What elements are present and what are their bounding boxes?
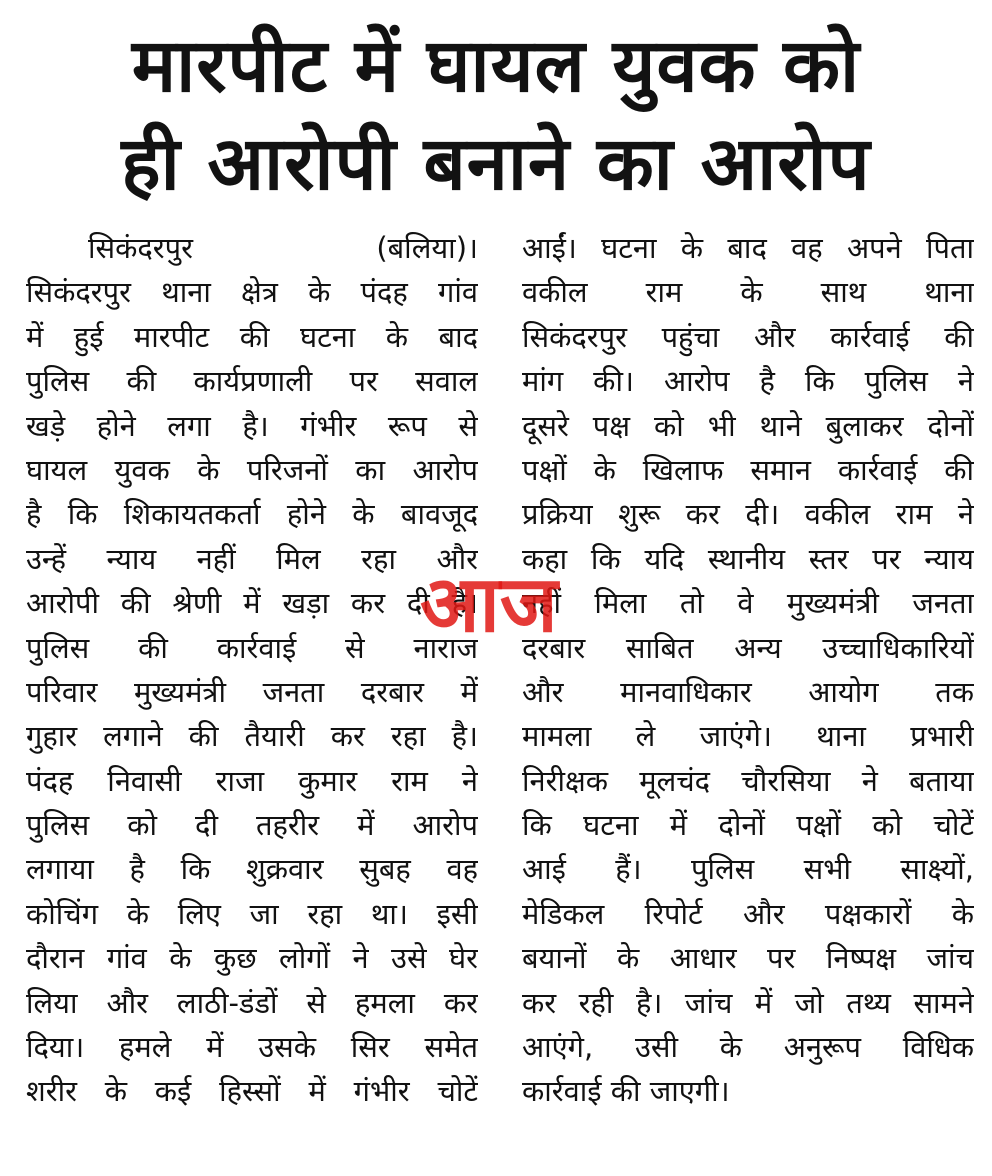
body-line: और मानवाधिकार आयोग तक xyxy=(522,674,974,709)
dateline xyxy=(26,226,478,270)
body-line: पुलिस की कार्यप्रणाली पर सवाल xyxy=(26,364,478,399)
body-line: आई हैं। पुलिस सभी साक्ष्यों, xyxy=(522,852,974,887)
body-line: पंदह निवासी राजा कुमार राम ने xyxy=(26,763,478,798)
body-line: पक्षों के खिलाफ समान कार्रवाई की xyxy=(522,452,974,487)
body-line: कोचिंग के लिए जा रहा था। इसी xyxy=(26,896,478,931)
body-line: आरोपी की श्रेणी में खड़ा कर दी है। xyxy=(26,586,478,621)
body-line: है कि शिकायतकर्ता होने के बावजूद xyxy=(26,497,478,532)
body-line: गुहार लगाने की तैयारी कर रहा है। xyxy=(26,719,478,754)
body-line: कार्रवाई की जाएगी। xyxy=(522,1074,730,1109)
body-line: मामला ले जाएंगे। थाना प्रभारी xyxy=(522,719,974,754)
body-line: में हुई मारपीट की घटना के बाद xyxy=(26,319,478,354)
body-line: सिकंदरपुर थाना क्षेत्र के पंदह गांव xyxy=(26,275,478,310)
body-line: कि घटना में दोनों पक्षों को चोटें xyxy=(522,808,974,843)
body-line: उन्हें न्याय नहीं मिल रहा और xyxy=(26,541,478,576)
body-line: लगाया है कि शुक्रवार सुबह वह xyxy=(26,852,478,887)
dateline-place: सिकंदरपुर xyxy=(88,231,193,265)
body-line: निरीक्षक मूलचंद चौरसिया ने बताया xyxy=(522,763,974,798)
body-line: दौरान गांव के कुछ लोगों ने उसे घेर xyxy=(26,941,478,976)
body-line: घायल युवक के परिजनों का आरोप xyxy=(26,452,478,487)
body-line: पुलिस की कार्रवाई से नाराज xyxy=(26,630,478,665)
body-line: प्रक्रिया शुरू कर दी। वकील राम ने xyxy=(522,497,974,532)
body-line: कहा कि यदि स्थानीय स्तर पर न्याय xyxy=(522,541,974,576)
body-line: दूसरे पक्ष को भी थाने बुलाकर दोनों xyxy=(522,408,974,443)
body-line: आएंगे, उसी के अनुरूप विधिक xyxy=(522,1030,974,1065)
body-line: आईं। घटना के बाद वह अपने पिता xyxy=(522,231,974,265)
newspaper-watermark: आज xyxy=(420,560,558,650)
body-line: पुलिस को दी तहरीर में आरोप xyxy=(26,808,478,843)
headline-line-2: ही आरोपी बनाने का आरोप xyxy=(121,121,871,207)
body-line: नहीं मिला तो वे मुख्यमंत्री जनता xyxy=(522,586,974,621)
body-line: बयानों के आधार पर निष्पक्ष जांच xyxy=(522,941,974,976)
body-line: शरीर के कई हिस्सों में गंभीर चोटें xyxy=(26,1074,478,1109)
body-line: वकील राम के साथ थाना xyxy=(522,275,974,310)
body-line: सिकंदरपुर पहुंचा और कार्रवाई की xyxy=(522,319,974,354)
body-line: दिया। हमले में उसके सिर समेत xyxy=(26,1030,478,1065)
body-line: परिवार मुख्यमंत्री जनता दरबार में xyxy=(26,674,478,709)
dateline-district: (बलिया)। xyxy=(376,231,478,265)
body-line: मांग की। आरोप है कि पुलिस ने xyxy=(522,364,974,399)
body-line: दरबार साबित अन्य उच्चाधिकारियों xyxy=(522,630,974,665)
headline-line-1: मारपीट में घायल युवक को xyxy=(131,23,861,109)
article-column-left xyxy=(26,226,478,1114)
body-line: कर रही है। जांच में जो तथ्य सामने xyxy=(522,985,974,1020)
body-line: खड़े होने लगा है। गंभीर रूप से xyxy=(26,408,478,443)
body-line: लिया और लाठी-डंडों से हमला कर xyxy=(26,985,478,1020)
body-line: मेडिकल रिपोर्ट और पक्षकारों के xyxy=(522,896,974,931)
article-column-right xyxy=(522,226,974,1114)
